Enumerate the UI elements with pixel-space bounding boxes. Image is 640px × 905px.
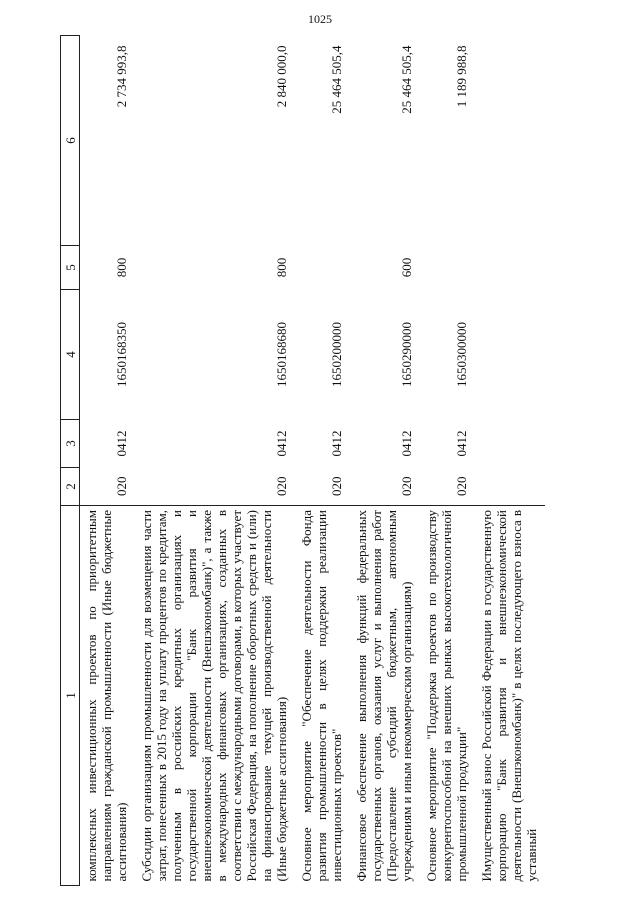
page-number: 1025 (308, 12, 332, 26)
table-row (295, 36, 350, 886)
row-expense-type: 600 (399, 257, 414, 278)
row-expense-type (420, 246, 475, 290)
row-target-code: 1650200000 (329, 322, 344, 387)
budget-table-sheet (60, 36, 580, 886)
row-ministry-code (475, 468, 545, 506)
table-row (80, 36, 136, 886)
header-col-2: 2 (61, 468, 80, 506)
table-row (135, 36, 295, 886)
row-ministry-code: 020 (295, 468, 350, 506)
row-amount: 2 734 993,8 (114, 45, 129, 108)
header-col-4: 4 (61, 290, 80, 420)
row-expense-type: 800 (274, 257, 289, 278)
row-description: Финансовое обеспечение выполнения функций федеральных государственных органов, оказания услуг и выполнения работ (Предоставление субсидий бюджетным, автономным учреждениям и иным некоммерческим организациям) (354, 510, 414, 882)
row-target-code: 1650168680 (274, 322, 289, 387)
row-section-code: 0412 (329, 430, 344, 457)
header-col-3: 3 (61, 420, 80, 468)
rotated-page (60, 36, 580, 886)
row-ministry-code: 020 (135, 468, 295, 506)
row-target-code: 1650168350 (114, 322, 129, 387)
row-section-code: 0412 (454, 430, 469, 457)
row-description: Субсидии организациям промышленности для возмещения части затрат, понесенных в 2015 году на уплату процентов по кредитам, полученным в российских кредитных организациях и государственной корпорации "Банк развития и внешнеэкономической деятельности (Внешэкономбанк)", а также в международных финансовых организациях, созданных в соответствии с международными договорами, в которых участвует Российская Федерация, на пополнение оборотных средств и (или) на финансирование текущей производственной деятельности (Иные бюджетные ассигнования) (139, 510, 289, 882)
row-amount: 25 464 505,4 (329, 45, 344, 114)
row-amount: 2 840 000,0 (274, 45, 289, 108)
row-expense-type (475, 246, 545, 290)
row-section-code: 0412 (399, 430, 414, 457)
row-section-code: 0412 (114, 430, 129, 457)
header-col-6: 6 (61, 36, 80, 246)
row-amount: 25 464 505,4 (399, 45, 414, 114)
row-target-code: 1650300000 (454, 322, 469, 387)
row-ministry-code: 020 (350, 468, 420, 506)
row-target-code (475, 290, 545, 420)
row-section-code: 0412 (274, 430, 289, 457)
table-row (475, 36, 545, 886)
table-row (350, 36, 420, 886)
row-description: Основное мероприятие "Поддержка проектов по производству конкурентоспособной на внешних рынках высокотехнологичной промышленной продукции" (424, 510, 469, 882)
header-col-1: 1 (61, 506, 80, 886)
row-description: Основное мероприятие "Обеспечение деятельности Фонда развития промышленности в целях поддержки реализации инвестиционных проектов" (299, 510, 344, 882)
row-amount (475, 36, 545, 246)
budget-table (60, 35, 545, 886)
row-amount: 1 189 988,8 (454, 45, 469, 108)
row-section-code (475, 420, 545, 468)
row-ministry-code: 020 (420, 468, 475, 506)
row-ministry-code: 020 (80, 468, 136, 506)
row-description: Имущественный взнос Российской Федерации в государственную корпорацию "Банк развития и внешнеэкономической деятельности (Внешэкономбанк)" в целях последующего взноса в уставный (479, 510, 539, 882)
header-col-5: 5 (61, 246, 80, 290)
row-expense-type: 800 (114, 257, 129, 278)
table-header-row (61, 36, 80, 886)
row-description: комплексных инвестиционных проектов по приоритетным направлениям гражданской промышленности (Иные бюджетные ассигнования) (84, 510, 129, 882)
row-target-code: 1650290000 (399, 322, 414, 387)
row-expense-type (295, 246, 350, 290)
table-row (420, 36, 475, 886)
